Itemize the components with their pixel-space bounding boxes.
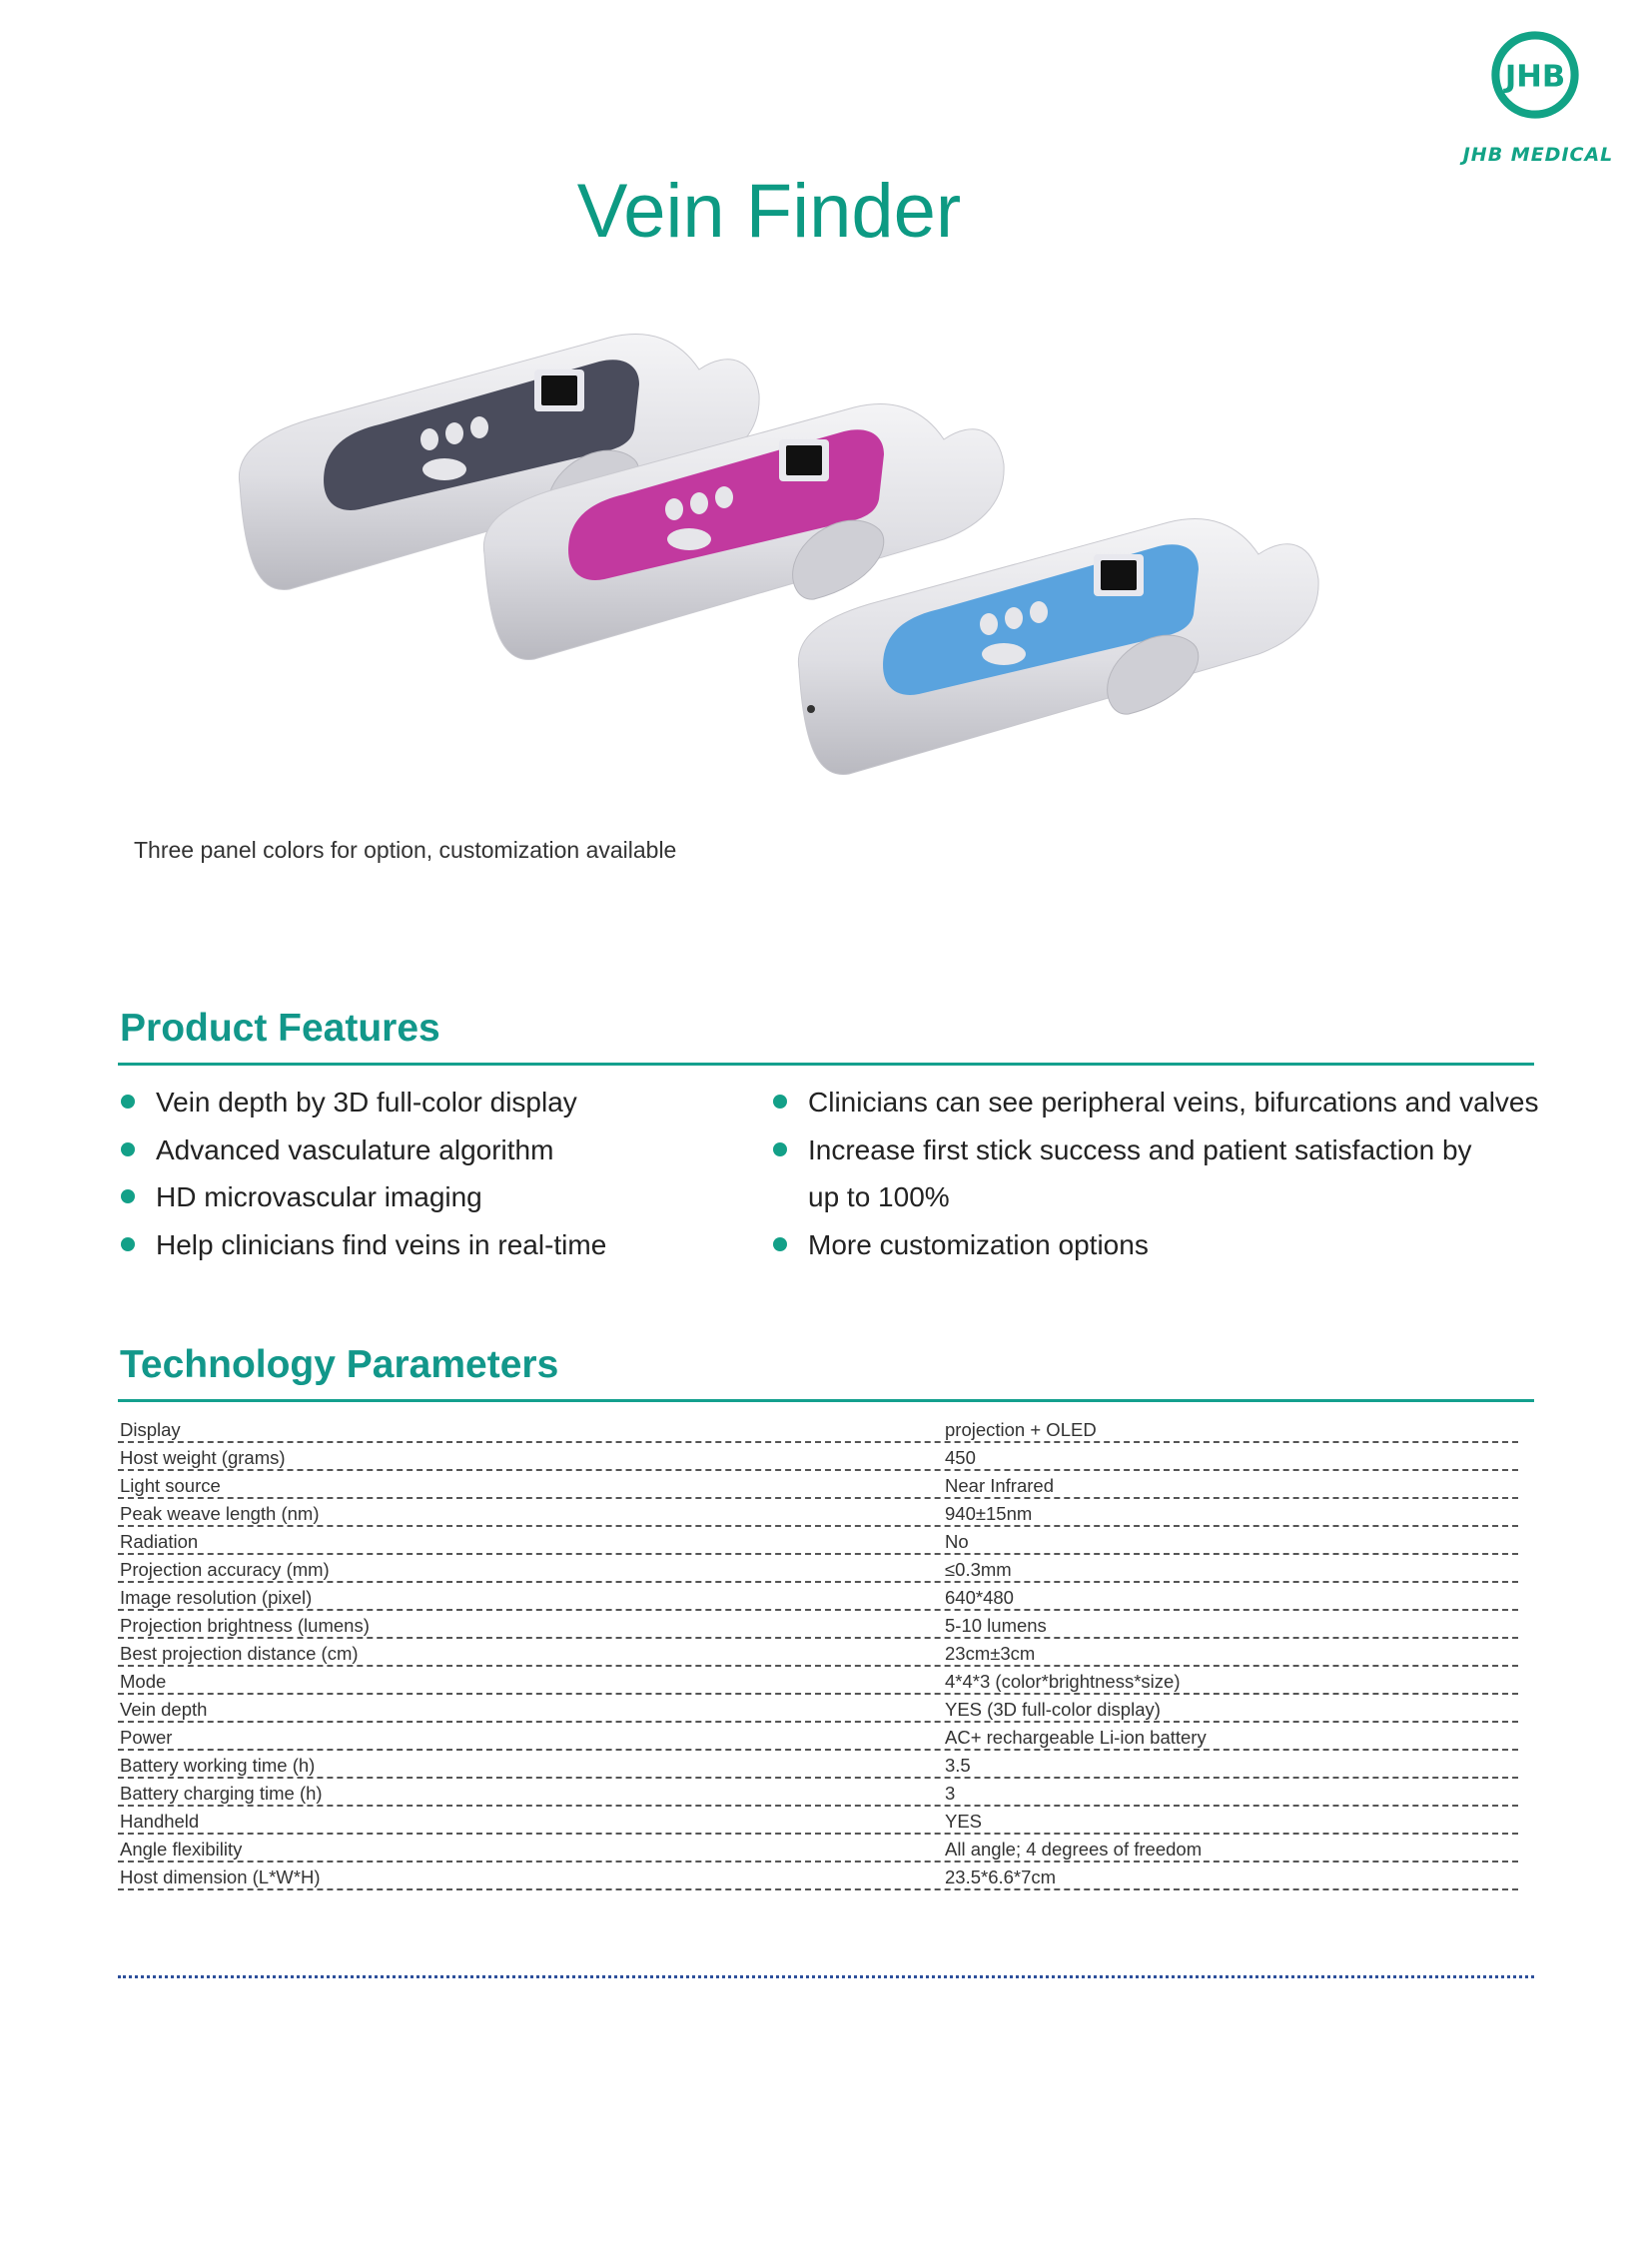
param-label: Image resolution (pixel) bbox=[120, 1587, 313, 1608]
product-image bbox=[230, 320, 1458, 819]
param-label: Radiation bbox=[120, 1531, 199, 1552]
param-label: Battery working time (h) bbox=[120, 1755, 316, 1776]
param-row bbox=[118, 1418, 1518, 1446]
bullet-icon bbox=[121, 1095, 135, 1109]
features-right-column bbox=[770, 1079, 1539, 1268]
param-label: Display bbox=[120, 1419, 181, 1440]
bullet-icon bbox=[773, 1142, 787, 1156]
param-value: 4*4*3 (color*brightness*size) bbox=[945, 1671, 1181, 1692]
param-row bbox=[118, 1670, 1518, 1698]
feature-item: Increase first stick success and patient satisfaction by bbox=[770, 1126, 1539, 1174]
param-value: YES (3D full-color display) bbox=[945, 1699, 1161, 1720]
param-value: 3 bbox=[945, 1783, 956, 1804]
features-heading: Product Features bbox=[120, 1007, 440, 1050]
param-value: 940±15nm bbox=[945, 1503, 1033, 1524]
footer-dotted-divider bbox=[118, 1975, 1534, 1978]
param-value: projection + OLED bbox=[945, 1419, 1097, 1440]
param-value: 3.5 bbox=[945, 1755, 971, 1776]
bullet-icon bbox=[121, 1237, 135, 1251]
param-label: Mode bbox=[120, 1671, 167, 1692]
feature-item: HD microvascular imaging bbox=[118, 1173, 606, 1221]
bullet-icon bbox=[773, 1237, 787, 1251]
page-title: Vein Finder bbox=[576, 169, 962, 254]
param-label: Peak weave length (nm) bbox=[120, 1503, 320, 1524]
param-label: Host weight (grams) bbox=[120, 1447, 286, 1468]
features-left-column bbox=[118, 1079, 606, 1268]
param-row bbox=[118, 1726, 1518, 1754]
brand-name: JHB MEDICAL bbox=[1462, 144, 1614, 166]
param-label: Projection accuracy (mm) bbox=[120, 1559, 330, 1580]
param-row bbox=[118, 1782, 1518, 1810]
param-value: All angle; 4 degrees of freedom bbox=[945, 1839, 1203, 1860]
param-row bbox=[118, 1558, 1518, 1586]
param-label: Best projection distance (cm) bbox=[120, 1643, 359, 1664]
param-value: YES bbox=[945, 1811, 983, 1832]
param-label: Handheld bbox=[120, 1811, 200, 1832]
features-list bbox=[118, 1079, 1539, 1278]
param-label: Power bbox=[120, 1727, 173, 1748]
param-label: Vein depth bbox=[120, 1699, 208, 1720]
parameters-table bbox=[118, 1418, 1518, 1893]
bullet-icon bbox=[121, 1142, 135, 1156]
param-value: 450 bbox=[945, 1447, 976, 1468]
bullet-icon bbox=[773, 1095, 787, 1109]
param-value: 640*480 bbox=[945, 1587, 1014, 1608]
jhb-logo-icon bbox=[1490, 30, 1580, 120]
param-value: No bbox=[945, 1531, 969, 1552]
feature-item: More customization options bbox=[770, 1221, 1539, 1269]
param-value: ≤0.3mm bbox=[945, 1559, 1012, 1580]
logo-letters: JHB bbox=[1504, 59, 1566, 95]
feature-item: Vein depth by 3D full-color display bbox=[118, 1079, 606, 1126]
param-label: Projection brightness (lumens) bbox=[120, 1615, 370, 1636]
param-label: Battery charging time (h) bbox=[120, 1783, 323, 1804]
param-row bbox=[118, 1866, 1518, 1893]
parameters-heading: Technology Parameters bbox=[120, 1343, 559, 1386]
features-divider bbox=[118, 1063, 1534, 1066]
feature-item: Clinicians can see peripheral veins, bifurcations and valves bbox=[770, 1079, 1539, 1126]
param-value: Near Infrared bbox=[945, 1475, 1054, 1496]
param-row bbox=[118, 1838, 1518, 1866]
param-row bbox=[118, 1474, 1518, 1502]
param-row bbox=[118, 1530, 1518, 1558]
parameters-divider bbox=[118, 1399, 1534, 1402]
param-row bbox=[118, 1446, 1518, 1474]
param-row bbox=[118, 1642, 1518, 1670]
param-row bbox=[118, 1586, 1518, 1614]
feature-item: Help clinicians find veins in real-time bbox=[118, 1221, 606, 1269]
feature-item: Advanced vasculature algorithm bbox=[118, 1126, 606, 1174]
bullet-icon bbox=[121, 1189, 135, 1203]
param-row bbox=[118, 1754, 1518, 1782]
param-label: Host dimension (L*W*H) bbox=[120, 1867, 321, 1887]
param-label: Angle flexibility bbox=[120, 1839, 243, 1860]
image-caption: Three panel colors for option, customization available bbox=[134, 837, 677, 863]
param-row bbox=[118, 1810, 1518, 1838]
param-value: 23cm±3cm bbox=[945, 1643, 1036, 1664]
feature-item-continuation: up to 100% bbox=[808, 1181, 950, 1212]
param-value: AC+ rechargeable Li-ion battery bbox=[945, 1727, 1207, 1748]
param-row bbox=[118, 1614, 1518, 1642]
param-row bbox=[118, 1502, 1518, 1530]
param-value: 5-10 lumens bbox=[945, 1615, 1047, 1636]
param-row bbox=[118, 1698, 1518, 1726]
param-label: Light source bbox=[120, 1475, 221, 1496]
param-value: 23.5*6.6*7cm bbox=[945, 1867, 1057, 1887]
brand-logo bbox=[1438, 30, 1638, 166]
